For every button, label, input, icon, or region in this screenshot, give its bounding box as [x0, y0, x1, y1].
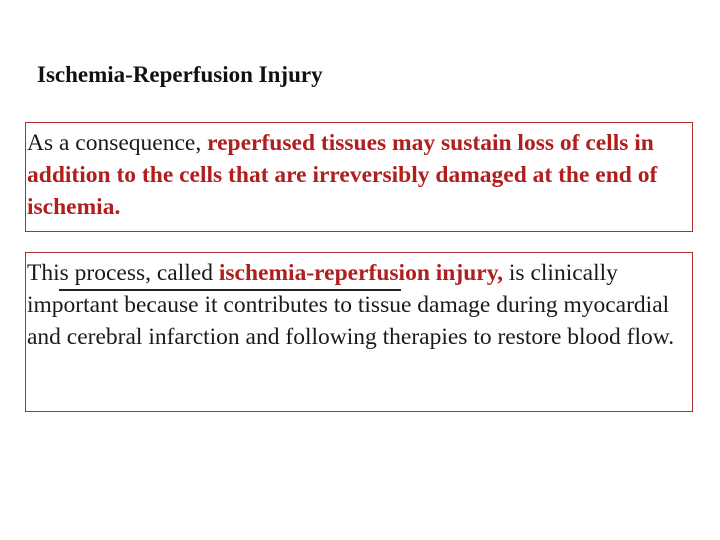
paragraph1-normal-text: As a consequence, [27, 130, 208, 156]
text-box-process [25, 252, 693, 412]
paragraph2-lead-text: This process, called [27, 260, 219, 286]
paragraph2-body-text: is clinically important because it contributes to tissue damage during myocardial and cerebral infarction and following therapies to restore blood flow. [27, 260, 675, 350]
slide-title: Ischemia-Reperfusion Injury [37, 62, 323, 87]
paragraph2-highlight-text: ischemia-reperfusion injury, [218, 260, 504, 286]
paragraph1-highlight-text: reperfused tissues may sustain loss of cells in addition to the cells that are irreversibly damaged at the end of ischemia. [27, 130, 658, 220]
text-box-consequence [25, 122, 693, 232]
underline-annotation [59, 289, 401, 291]
